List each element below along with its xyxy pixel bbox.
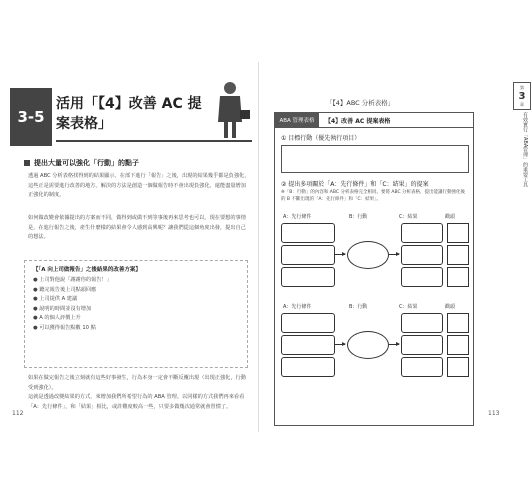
column-header-a: A：先行條件 — [283, 214, 312, 220]
subheading — [24, 158, 139, 168]
arrow-icon — [389, 254, 399, 255]
subheading-text: 提出大量可以強化「行動」的點子 — [34, 159, 139, 167]
list-item: ● 可以獲得報告點數 10 點 — [33, 324, 96, 331]
check-box[interactable] — [447, 267, 469, 287]
column-header-b: B：行動 — [349, 304, 368, 310]
chapter-number: 3 — [518, 90, 526, 102]
check-box[interactable] — [447, 357, 469, 377]
behavior-oval[interactable] — [347, 331, 389, 359]
chapter-side-text: 有效實行「ABA管理」的重要工具 — [522, 112, 528, 188]
square-bullet-icon — [24, 160, 30, 166]
businessman-illustration — [206, 80, 252, 140]
list-item: ● A 的個人評價上升 — [33, 315, 81, 321]
aba-management-form — [274, 112, 474, 426]
check-box[interactable] — [447, 223, 469, 243]
antecedent-box[interactable] — [281, 335, 335, 355]
form-title: 【4】改善 AC 提案表格 — [325, 118, 391, 125]
paragraph-3: 如果在做完報告之後立刻就有這些好事發生，行為本身一定會不斷反覆出現（出現正強化，行動受到強化）。 — [28, 375, 246, 391]
consequence-box[interactable] — [401, 245, 443, 265]
column-header-c: C：結果 — [399, 214, 418, 220]
consequence-box[interactable] — [401, 313, 443, 333]
chapter-tab — [513, 82, 531, 110]
chapter-label: 第 — [520, 84, 524, 90]
antecedent-box[interactable] — [281, 223, 335, 243]
check-box[interactable] — [447, 313, 469, 333]
chapter-suffix: 章 — [520, 101, 524, 107]
arrow-icon — [389, 344, 399, 345]
list-title: 【「A 向上司做報告」之後結果的改善方案】 — [33, 267, 141, 273]
column-header-c: C：結果 — [399, 304, 418, 310]
form-header — [275, 113, 473, 128]
antecedent-box[interactable] — [281, 313, 335, 333]
consequence-box[interactable] — [401, 357, 443, 377]
right-page — [266, 62, 528, 432]
question-2: ② 提出多項關於「A：先行條件」和「C：結果」的提案 — [281, 181, 429, 188]
form-tag: ABA 管理表格 — [275, 113, 319, 127]
list-item: ● 上司提供 A 建議 — [33, 296, 78, 302]
target-behavior-answer-box[interactable] — [281, 145, 469, 173]
consequence-box[interactable] — [401, 223, 443, 243]
list-item: ● 說明的時間並沒有增加 — [33, 305, 92, 312]
page-gutter — [258, 62, 259, 432]
question-2-note: ※「B：行動」的內容和 ABC 分析表格完全相同。要將 ABC 分析表格，提出能讓行動強化後的 B 不斷出現的「A：先行條件」和「C：結果」。 — [281, 190, 466, 202]
antecedent-box[interactable] — [281, 245, 335, 265]
antecedent-box[interactable] — [281, 357, 335, 377]
arrow-icon — [335, 254, 345, 255]
figure-caption: 「【4】ABC 分析表格」 — [326, 99, 395, 107]
column-header-a: A：先行條件 — [283, 304, 312, 310]
column-header-d: 戳頭 — [445, 214, 456, 220]
section-number: 3-5 — [10, 88, 52, 146]
behavior-oval[interactable] — [347, 241, 389, 269]
column-header-b: B：行動 — [349, 214, 368, 220]
page-number: 113 — [488, 410, 500, 417]
question-1: ① 目標行動（優先執行項目） — [281, 135, 361, 142]
paragraph-4: 這就是透過改變結果的方式，來增加我們所希望行為的 ABA 管理。以同樣的方式我們再來看看「A：先行條件」，和「結果」相比，或許難度較高一些，只要多做幾次通常就會習慣了。 — [28, 394, 245, 410]
page-number: 112 — [12, 410, 24, 417]
list-item: ● 上司對他說「謝謝你的報告！」 — [33, 277, 112, 283]
antecedent-box[interactable] — [281, 267, 335, 287]
check-box[interactable] — [447, 335, 469, 355]
check-box[interactable] — [447, 245, 469, 265]
consequence-box[interactable] — [401, 267, 443, 287]
consequence-box[interactable] — [401, 335, 443, 355]
column-header-d: 戳頭 — [445, 304, 456, 310]
arrow-icon — [335, 344, 345, 345]
section-title: 活用「【4】改善 AC 提案表格」 — [56, 96, 202, 132]
list-item: ● 聽完報告後上司點頭回應 — [33, 286, 97, 293]
section-header — [10, 88, 254, 146]
paragraph-2: 如何做改變會依據提出的方案而不同，做得到或做不到等事後再來思考也可以，現在要想的事情是，在進行報告之後，產生什麼樣的結果會令人感到高興呢？讓我們從這個角度出發，提出自己的想法。 — [28, 215, 246, 240]
improvement-list-box — [24, 260, 248, 368]
section-rule — [56, 140, 252, 142]
paragraph-1: 透過 ABC 分析表格找得到的結果顯示，在部下進行「報告」之後，出現的結果幾乎都是負強化，這些正是需要進行改善的地方。解決的方法是創造一個做報告時不會出現負強化，還能盡量增加正強化的制度。 — [28, 173, 250, 198]
left-page — [10, 62, 254, 432]
